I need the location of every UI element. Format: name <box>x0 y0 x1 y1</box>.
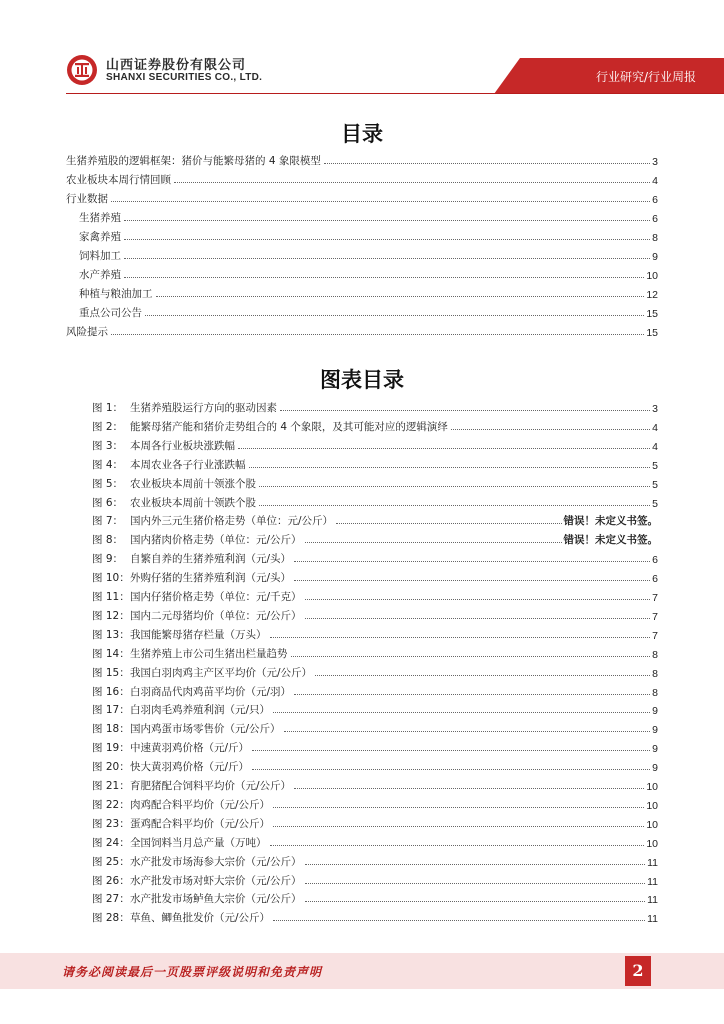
figure-item-page: 3 <box>652 403 658 415</box>
figure-leader-dots <box>305 542 562 543</box>
toc-item[interactable] <box>79 264 658 282</box>
figure-leader-dots <box>249 467 651 468</box>
toc-item-page: 6 <box>652 213 658 225</box>
figures-title: 图表目录 <box>320 368 404 392</box>
figure-leader-dots <box>294 694 650 695</box>
figure-item-label: 自繁自养的生猪养殖利润（元/头） <box>130 553 292 566</box>
figure-item[interactable] <box>92 775 658 793</box>
figure-item-number: 图 22： <box>92 798 130 811</box>
toc-item-page: 15 <box>646 308 658 320</box>
toc-leader-dots <box>111 201 650 202</box>
figure-leader-dots <box>273 920 645 921</box>
company-name-cn: 山西证券股份有限公司 <box>106 58 247 73</box>
toc-title: 目录 <box>341 122 383 146</box>
toc-item[interactable] <box>66 321 658 339</box>
figure-item-label: 生猪养殖上市公司生猪出栏量趋势 <box>130 647 288 660</box>
figure-item-number: 图 20： <box>92 761 130 774</box>
figure-item[interactable] <box>92 794 658 812</box>
figure-item-label: 国内外三元生猪价格走势（单位：元/公斤） <box>130 515 334 528</box>
figure-item-label: 育肥猪配合饲料平均价（元/公斤） <box>130 780 292 792</box>
toc-item-page: 3 <box>652 156 658 168</box>
figure-item-number: 图 5： <box>92 477 124 490</box>
figure-item-page: 11 <box>647 913 658 926</box>
page-number: 2 <box>625 956 651 986</box>
figure-leader-dots <box>305 618 651 619</box>
figure-leader-dots <box>273 826 644 827</box>
figure-item-label: 蛋鸡配合料平均价（元/公斤） <box>130 817 271 830</box>
figure-item-label: 农业板块本周前十领涨个股 <box>130 477 256 490</box>
figure-item-number: 图 9： <box>92 553 124 566</box>
figure-item[interactable] <box>92 756 658 774</box>
figure-item[interactable] <box>92 681 658 699</box>
figure-item-label: 白羽商品代肉鸡苗平均价（元/羽） <box>130 685 292 698</box>
toc-leader-dots <box>111 334 644 335</box>
toc-item[interactable] <box>66 169 658 187</box>
figure-item-page: 错误！未定义书签。 <box>563 515 658 528</box>
figure-item-label: 中速黄羽鸡价格（元/斤） <box>130 742 250 755</box>
toc-leader-dots <box>145 315 644 316</box>
figure-item-number: 图 17： <box>92 704 130 717</box>
figure-item-number: 图 21： <box>92 780 130 792</box>
figure-item-label: 能繁母猪产能和猪价走势组合的 4 个象限，及其可能对应的逻辑演绎 <box>130 420 448 433</box>
toc-item[interactable] <box>66 188 658 206</box>
figure-item[interactable] <box>92 813 658 831</box>
toc-item-page: 4 <box>652 175 658 187</box>
toc-leader-dots <box>124 258 650 259</box>
figure-item-number: 图 2： <box>92 420 124 433</box>
figure-item-page: 9 <box>652 724 658 737</box>
figure-leader-dots <box>238 448 650 449</box>
figure-item-page: 9 <box>652 762 658 775</box>
figure-leader-dots <box>294 580 650 581</box>
figure-item-number: 图 7： <box>92 515 124 528</box>
figure-item-label: 外购仔猪的生猪养殖利润（元/头） <box>130 572 292 585</box>
figure-item-label: 水产批发市场对虾大宗价（元/公斤） <box>130 874 302 887</box>
shanxi-securities-logo-icon <box>66 54 98 86</box>
figure-item[interactable] <box>92 888 658 906</box>
toc-item[interactable] <box>79 226 658 244</box>
figure-item-page: 5 <box>652 497 658 510</box>
figure-item[interactable] <box>92 567 658 585</box>
figure-item-number: 图 14： <box>92 647 130 660</box>
figure-leader-dots <box>294 788 644 789</box>
figure-leader-dots <box>273 712 650 713</box>
figure-item-number: 图 3： <box>92 439 124 452</box>
figure-leader-dots <box>336 523 561 524</box>
figure-item-page: 9 <box>652 743 658 756</box>
figure-item-page: 10 <box>646 781 658 793</box>
figure-item[interactable] <box>92 870 658 888</box>
figure-item[interactable] <box>92 548 658 566</box>
figure-leader-dots <box>284 731 651 732</box>
figure-item-label: 我国能繁母猪存栏量（万头） <box>130 628 267 641</box>
figure-item-label: 生猪养殖股运行方向的驱动因素 <box>130 402 277 414</box>
toc-item-label: 水产养殖 <box>79 269 121 281</box>
figure-item-number: 图 26： <box>92 874 130 887</box>
figure-item-label: 国内仔猪价格走势（单位：元/千克） <box>130 591 302 603</box>
figure-leader-dots <box>305 883 646 884</box>
toc-item-label: 饲料加工 <box>79 250 121 262</box>
figure-item-page: 10 <box>646 818 658 831</box>
figure-item-number: 图 4： <box>92 458 124 471</box>
figure-item-page: 11 <box>647 875 658 888</box>
toc-leader-dots <box>124 277 644 278</box>
toc-item-page: 9 <box>652 251 658 263</box>
figure-leader-dots <box>252 769 650 770</box>
figure-item-number: 图 11： <box>92 591 130 603</box>
figure-item[interactable] <box>92 662 658 680</box>
figure-item[interactable] <box>92 454 658 472</box>
figure-item[interactable] <box>92 643 658 661</box>
figure-leader-dots <box>270 637 651 638</box>
figure-item[interactable] <box>92 586 658 604</box>
figure-item[interactable] <box>92 397 658 415</box>
toc-item-label: 风险提示 <box>66 326 108 338</box>
toc-item-label: 重点公司公告 <box>79 307 142 319</box>
figure-item-label: 国内二元母猪均价（单位：元/公斤） <box>130 609 302 622</box>
figure-item-number: 图 8： <box>92 534 124 547</box>
figure-item-label: 国内猪肉价格走势（单位：元/公斤） <box>130 534 302 547</box>
figure-item-number: 图 10： <box>92 572 130 585</box>
figure-item[interactable] <box>92 529 658 547</box>
figure-item-page: 8 <box>652 648 658 661</box>
figure-item[interactable] <box>92 718 658 736</box>
toc-item-page: 6 <box>652 194 658 206</box>
figure-item-number: 图 24： <box>92 836 130 849</box>
toc-item[interactable] <box>66 150 658 168</box>
toc-item-label: 行业数据 <box>66 193 108 205</box>
figure-item[interactable] <box>92 832 658 850</box>
figure-item[interactable] <box>92 416 658 434</box>
figure-item-label: 国内鸡蛋市场零售价（元/公斤） <box>130 723 281 736</box>
figure-leader-dots <box>315 675 650 676</box>
figure-item-number: 图 18： <box>92 723 130 736</box>
figure-item-page: 8 <box>652 667 658 680</box>
figure-leader-dots <box>252 750 650 751</box>
toc-item[interactable] <box>79 245 658 263</box>
figure-item-number: 图 1： <box>92 402 124 414</box>
figure-item-label: 水产批发市场鲈鱼大宗价（元/公斤） <box>130 893 302 906</box>
toc-item-page: 8 <box>652 232 658 244</box>
figure-item-page: 11 <box>647 856 658 869</box>
toc-leader-dots <box>124 239 650 240</box>
figure-leader-dots <box>305 901 646 902</box>
figure-item-label: 全国饲料当月总产量（万吨） <box>130 836 267 849</box>
figure-item-number: 图 16： <box>92 685 130 698</box>
figure-item-page: 7 <box>652 629 658 642</box>
figure-leader-dots <box>305 864 646 865</box>
toc-item[interactable] <box>79 283 658 301</box>
company-name-en: SHANXI SECURITIES CO., LTD. <box>106 72 263 83</box>
figure-item-page: 5 <box>652 478 658 491</box>
figure-item-number: 图 23： <box>92 817 130 830</box>
figure-leader-dots <box>305 599 651 600</box>
toc-leader-dots <box>174 182 650 183</box>
header-divider <box>66 93 724 94</box>
figure-item-number: 图 15： <box>92 666 130 679</box>
figure-item-number: 图 25： <box>92 855 130 868</box>
figure-leader-dots <box>273 807 644 808</box>
figure-item-number: 图 12： <box>92 609 130 622</box>
figure-item-label: 肉鸡配合料平均价（元/公斤） <box>130 798 271 811</box>
toc-item-page: 12 <box>646 289 658 301</box>
figure-item-label: 我国白羽肉鸡主产区平均价（元/公斤） <box>130 666 313 679</box>
toc-item-label: 农业板块本周行情回顾 <box>66 174 171 186</box>
figure-item[interactable] <box>92 624 658 642</box>
figure-leader-dots <box>259 486 650 487</box>
figure-item-page: 6 <box>652 573 658 586</box>
figure-item-page: 10 <box>646 799 658 812</box>
page-header <box>0 0 724 100</box>
figure-item[interactable] <box>92 907 658 925</box>
toc-item-label: 生猪养殖 <box>79 212 121 224</box>
figure-item-number: 图 28： <box>92 912 130 925</box>
footer-disclaimer: 请务必阅读最后一页股票评级说明和免责声明 <box>62 965 323 979</box>
figure-item-number: 图 27： <box>92 893 130 906</box>
figure-item-page: 7 <box>652 592 658 604</box>
figure-item-number: 图 13： <box>92 628 130 641</box>
figure-leader-dots <box>280 410 650 411</box>
toc-item-label: 生猪养殖股的逻辑框架：猪价与能繁母猪的 4 象限模型 <box>66 155 321 167</box>
report-category: 行业研究/行业周报 <box>595 70 696 84</box>
figure-leader-dots <box>291 656 651 657</box>
figure-item[interactable] <box>92 492 658 510</box>
figure-leader-dots <box>270 845 645 846</box>
figure-item[interactable] <box>92 737 658 755</box>
figure-item[interactable] <box>92 473 658 491</box>
figure-item-label: 草鱼、鲫鱼批发价（元/公斤） <box>130 912 271 925</box>
figure-item-page: 11 <box>647 894 658 907</box>
figure-item-page: 4 <box>652 440 658 453</box>
figure-item-page: 7 <box>652 610 658 623</box>
toc-leader-dots <box>156 296 645 297</box>
toc-item-page: 15 <box>646 327 658 339</box>
toc-item-label: 种植与粮油加工 <box>79 288 153 300</box>
toc-item[interactable] <box>79 302 658 320</box>
figure-item-page: 错误！未定义书签。 <box>563 534 658 547</box>
figure-leader-dots <box>294 561 650 562</box>
toc-item-page: 10 <box>646 270 658 282</box>
figure-item-page: 5 <box>652 459 658 472</box>
figure-item[interactable] <box>92 851 658 869</box>
figure-item-number: 图 19： <box>92 742 130 755</box>
toc-item[interactable] <box>79 207 658 225</box>
figure-item-label: 快大黄羽鸡价格（元/斤） <box>130 761 250 774</box>
figure-item-label: 白羽肉毛鸡养殖利润（元/只） <box>130 704 271 717</box>
figure-item-page: 9 <box>652 705 658 718</box>
figure-item-label: 本周农业各子行业涨跌幅 <box>130 458 246 471</box>
figure-leader-dots <box>259 505 650 506</box>
figure-item[interactable] <box>92 699 658 717</box>
toc-leader-dots <box>124 220 650 221</box>
figure-item[interactable] <box>92 435 658 453</box>
figure-item-page: 8 <box>652 686 658 699</box>
toc-leader-dots <box>324 163 650 164</box>
figure-item-number: 图 6： <box>92 496 124 509</box>
figure-item-page: 10 <box>646 837 658 850</box>
figure-item-label: 农业板块本周前十领跌个股 <box>130 496 256 509</box>
figure-item-label: 水产批发市场海参大宗价（元/公斤） <box>130 855 302 868</box>
figure-item[interactable] <box>92 510 658 528</box>
figure-item-page: 6 <box>652 554 658 567</box>
figure-item-page: 4 <box>652 421 658 434</box>
figure-item-label: 本周各行业板块涨跌幅 <box>130 439 235 452</box>
toc-item-label: 家禽养殖 <box>79 231 121 243</box>
figure-leader-dots <box>451 429 650 430</box>
figure-item[interactable] <box>92 605 658 623</box>
